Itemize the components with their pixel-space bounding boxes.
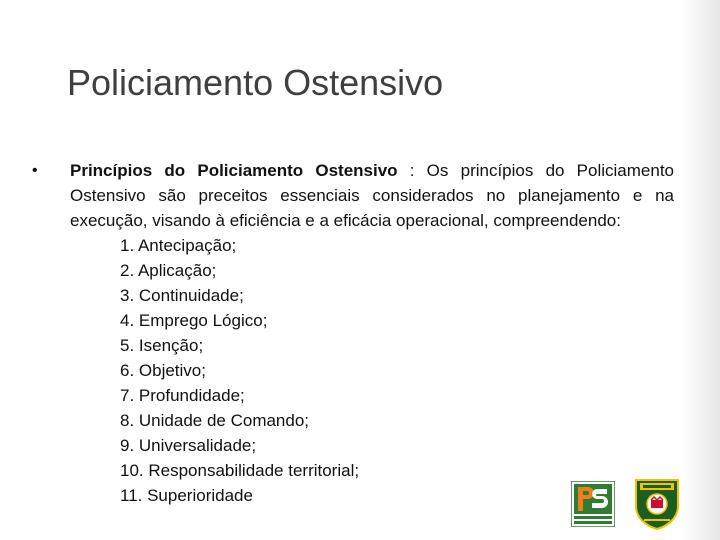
list-item: 4. Emprego Lógico; xyxy=(120,311,268,330)
list-item: 3. Continuidade; xyxy=(120,286,244,305)
list-item: 2. Aplicação; xyxy=(120,261,217,280)
intro-bold-lead: Princípios do Policiamento Ostensivo xyxy=(70,161,398,180)
right-edge-shadow xyxy=(680,0,720,540)
slide-title: Policiamento Ostensivo xyxy=(67,62,444,103)
list-item: 5. Isenção; xyxy=(120,336,204,355)
list-item: 7. Profundidade; xyxy=(120,386,245,405)
bullet-icon: • xyxy=(32,162,38,179)
list-item: 6. Objetivo; xyxy=(120,361,206,380)
list-item: 1. Antecipação; xyxy=(120,236,237,255)
list-item: 9. Universalidade; xyxy=(120,436,257,455)
intro-text: : Os princípios do Policiamento Ostensivo são preceitos essenciais considerados no planejamento e na execução, visando à eficiência e a eficácia operacional, compreendendo: xyxy=(70,161,674,230)
slide-content xyxy=(32,158,674,508)
intro-paragraph xyxy=(70,158,674,233)
list-item: 8. Unidade de Comando; xyxy=(120,411,310,430)
principles-list xyxy=(70,233,674,508)
amazonas-shield-icon xyxy=(632,476,682,530)
police-unit-emblem-icon xyxy=(571,481,615,527)
list-item: 11. Superioridade xyxy=(120,486,253,505)
list-item: 10. Responsabilidade territorial; xyxy=(120,461,360,480)
